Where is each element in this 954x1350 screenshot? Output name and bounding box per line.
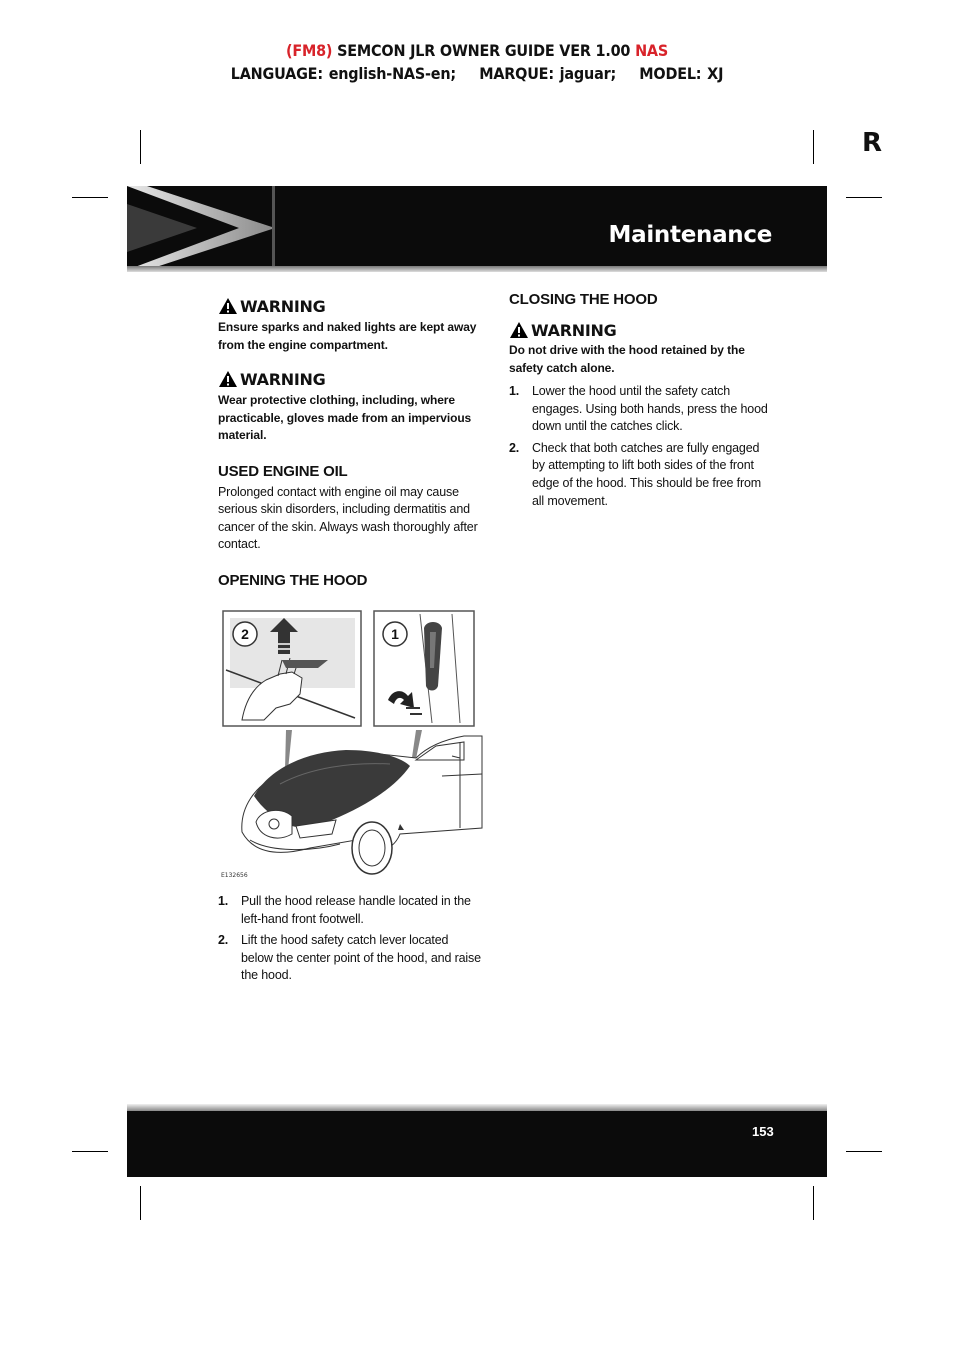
warning-header [218,369,482,389]
chevron-graphic [127,186,277,270]
header-title: SEMCON JLR OWNER GUIDE VER 1.00 [332,41,636,60]
print-header-line1 [0,41,954,60]
list-item [509,383,773,436]
step-text: Check that both catches are fully engaged by attempting to lift both sides of the front edge of the hood. This should be free from all movement. [532,440,762,508]
list-item [218,932,482,985]
crop-mark [72,197,108,198]
header-region: NAS [635,41,669,60]
callout-number: 2 [241,626,249,642]
print-header-line2: LANGUAGE: english-NAS-en; MARQUE: jaguar; MODEL: XJ [230,64,724,83]
left-column [218,296,482,589]
step-text: Pull the hood release handle located in the left-hand front footwell. [241,894,471,926]
warning-text: Wear protective clothing, including, where practicable, gloves made from an impervious material. [218,393,472,442]
crop-mark [846,197,882,198]
section-heading: USED ENGINE OIL [218,462,348,480]
step-number: 1. [509,384,520,398]
illustration-reference: E132656 [221,872,248,879]
warning-text: Ensure sparks and naked lights are kept away from the engine compartment. [218,320,477,352]
step-number: 2. [509,440,520,455]
warning-triangle-icon [509,321,529,339]
warning-triangle-icon [218,370,238,388]
page-number: 153 [752,1124,774,1139]
section-tab-letter: R [862,128,883,158]
section-heading: CLOSING THE HOOD [509,291,658,308]
crop-mark [140,1186,141,1220]
warning-header [218,296,482,316]
hood-opening-diagram [220,608,484,884]
section-title: Maintenance [608,222,772,248]
hood-illustration [220,608,484,884]
crop-mark [813,130,814,164]
step-number: 2. [218,933,229,948]
body-paragraph: Prolonged contact with engine oil may cause serious skin disorders, including dermatitis and cancer of the skin. Always wash thoroughly after contact. [218,484,478,552]
warning-label: WARNING [240,296,326,316]
page-footer [127,1104,827,1177]
crop-mark [846,1151,882,1152]
crop-mark [140,130,141,164]
step-number: 1. [218,894,229,908]
step-text: Lift the hood safety catch lever located below the center point of the hood, and raise the hood. [241,933,481,983]
list-item [218,893,482,928]
crop-mark [813,1186,814,1220]
step-text: Lower the hood until the safety catch engages. Using both hands, press the hood down until the catches click. [532,384,768,434]
footer-overline [127,1104,827,1111]
list-item [509,440,773,510]
callout-number: 1 [391,626,399,642]
crop-mark [72,1151,108,1152]
warning-label: WARNING [240,369,326,389]
banner-underline [127,266,827,272]
warning-header [509,320,773,340]
opening-steps [218,893,482,985]
warning-text: Do not drive with the hood retained by the safety catch alone. [509,343,745,375]
section-heading: OPENING THE HOOD [218,571,368,589]
header-code: (FM8) [285,41,333,60]
banner-divider [272,186,275,270]
section-banner [127,186,827,270]
warning-label: WARNING [531,320,617,340]
warning-triangle-icon [218,297,238,315]
right-column [509,291,773,510]
